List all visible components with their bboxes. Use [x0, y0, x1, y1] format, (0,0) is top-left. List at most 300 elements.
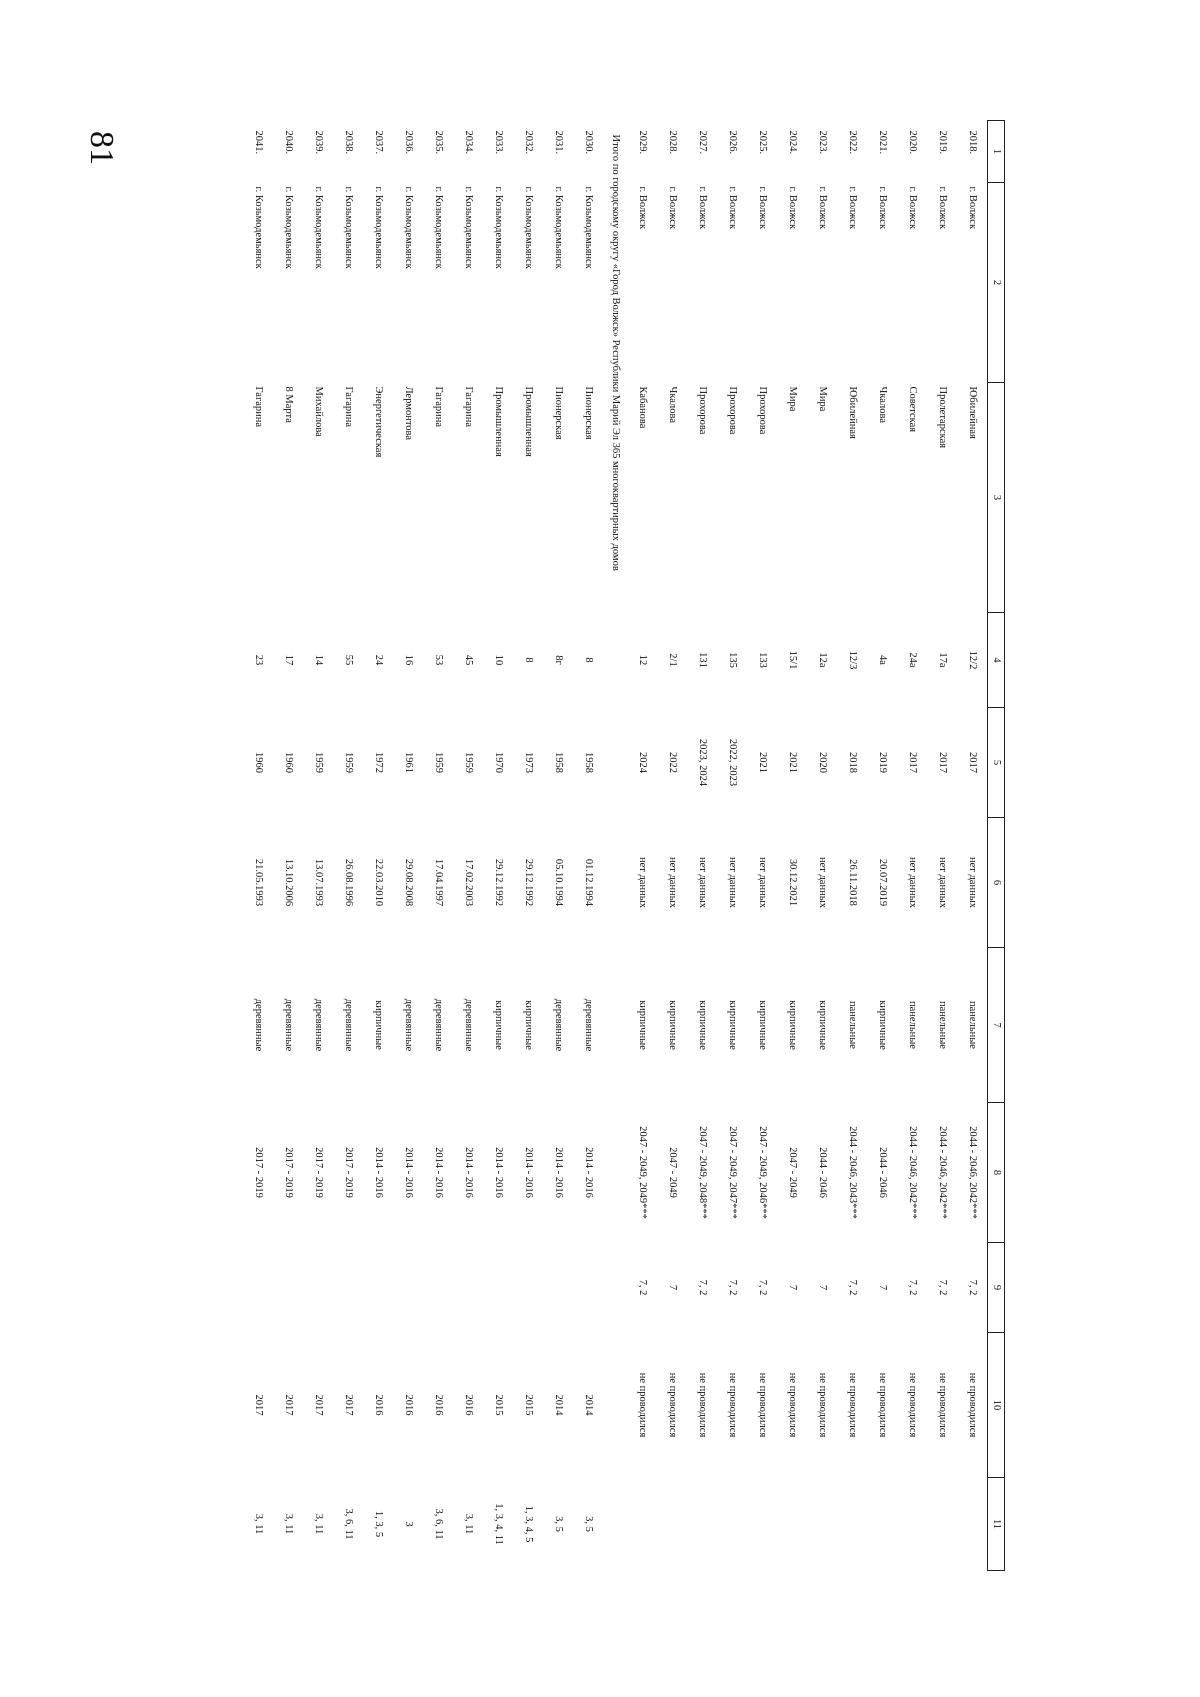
- table-cell: 3, 5: [583, 1516, 594, 1532]
- table-cell: 17.04.1997: [433, 858, 444, 907]
- table-cell: 15/1: [787, 650, 798, 670]
- table-row: [363, 121, 393, 1571]
- table-cell: нет данных: [667, 856, 678, 909]
- table-cell: [927, 1478, 957, 1571]
- table-cell: [513, 1243, 543, 1333]
- table-cell: 3, 11: [283, 1513, 294, 1535]
- table-cell: [897, 1478, 927, 1571]
- table-cell: кирпичные: [817, 1000, 828, 1050]
- table-cell: кирпичные: [523, 1000, 534, 1050]
- table-cell: 2033.: [493, 130, 504, 155]
- table-cell: г. Волжск: [817, 186, 828, 230]
- table-cell: 2017: [967, 752, 978, 773]
- table-cell: 2032.: [523, 130, 534, 155]
- column-header: 11: [988, 1478, 1005, 1571]
- table-cell: 2017 - 2019: [313, 1147, 324, 1198]
- table-cell: не проводился: [967, 1372, 978, 1438]
- table-cell: нет данных: [937, 856, 948, 909]
- table-cell: 1959: [343, 752, 354, 773]
- table-row: [483, 121, 513, 1571]
- table-cell: 05.10.1994: [553, 858, 564, 907]
- table-cell: 2017: [313, 1394, 324, 1416]
- table-cell: 2014 - 2016: [403, 1147, 414, 1198]
- column-header: 1: [988, 121, 1005, 183]
- table-cell: 2044 - 2046: [877, 1147, 888, 1198]
- table-cell: 23: [253, 654, 264, 666]
- table-cell: 3, 5: [553, 1516, 564, 1532]
- table-cell: не проводился: [817, 1372, 828, 1438]
- table-cell: [867, 1478, 897, 1571]
- table-cell: деревянные: [553, 998, 564, 1052]
- table-cell: 1958: [583, 752, 594, 773]
- table-cell: 2044 - 2046, 2042***: [937, 1126, 948, 1219]
- table-row: [927, 121, 957, 1571]
- table-cell: 21.05.1993: [253, 858, 264, 907]
- table-cell: 8: [523, 657, 534, 663]
- table-cell: Промышленная: [493, 386, 504, 457]
- column-header: 5: [988, 708, 1005, 818]
- table-cell: г. Козьмодемьянск: [283, 186, 294, 269]
- table-cell: Гагарина: [433, 386, 444, 428]
- table-cell: [333, 1243, 363, 1333]
- table-cell: [573, 1243, 603, 1333]
- column-header: 8: [988, 1103, 1005, 1243]
- table-cell: кирпичные: [697, 1000, 708, 1050]
- table-cell: [453, 1243, 483, 1333]
- table-body: [243, 121, 988, 1571]
- table-cell: г. Козьмодемьянск: [553, 186, 564, 269]
- table-cell: деревянные: [343, 998, 354, 1052]
- table-row: [747, 121, 777, 1571]
- table-cell: 7, 2: [697, 1279, 708, 1296]
- table-cell: 1973: [523, 752, 534, 773]
- table-cell: кирпичные: [373, 1000, 384, 1050]
- table-cell: 3, 11: [463, 1513, 474, 1535]
- table-cell: г. Козьмодемьянск: [403, 186, 414, 269]
- table-cell: Пионерская: [583, 386, 594, 440]
- table-cell: кирпичные: [493, 1000, 504, 1050]
- table-cell: г. Козьмодемьянск: [433, 186, 444, 269]
- table-row: [957, 121, 988, 1571]
- table-cell: 2029.: [637, 130, 648, 155]
- table-cell: 30.12.2021: [787, 858, 798, 907]
- table-cell: 17: [283, 654, 294, 666]
- table-cell: 2014 - 2016: [463, 1147, 474, 1198]
- table-cell: 3, 6, 11: [433, 1508, 444, 1540]
- table-cell: 2022: [667, 752, 678, 773]
- table-row: [807, 121, 837, 1571]
- data-table: [243, 120, 1005, 1571]
- table-cell: 2014 - 2016: [583, 1147, 594, 1198]
- table-row: [273, 121, 303, 1571]
- table-cell: 20.07.2019: [877, 858, 888, 907]
- table-row: [777, 121, 807, 1571]
- table-cell: 12а: [817, 652, 828, 668]
- table-cell: 1958: [553, 752, 564, 773]
- table-cell: г. Волжск: [967, 186, 978, 230]
- table-cell: не проводился: [847, 1372, 858, 1438]
- table-cell: 12/3: [847, 650, 858, 670]
- housing-table: [205, 120, 1005, 1570]
- table-row: [837, 121, 867, 1571]
- table-cell: 2047 - 2049, 2049***: [637, 1126, 648, 1219]
- table-cell: Кабанова: [637, 386, 648, 429]
- table-cell: 7, 2: [757, 1279, 768, 1296]
- table-cell: 2014: [583, 1394, 594, 1416]
- table-cell: деревянные: [283, 998, 294, 1052]
- table-cell: 2016: [433, 1394, 444, 1416]
- table-cell: панельные: [907, 1001, 918, 1049]
- table-cell: 2017 - 2019: [253, 1147, 264, 1198]
- table-cell: 2041.: [253, 130, 264, 155]
- table-cell: 2018: [847, 752, 858, 773]
- table-cell: 2044 - 2046, 2043***: [847, 1126, 858, 1219]
- table-cell: г. Козьмодемьянск: [493, 186, 504, 269]
- table-cell: 3, 11: [253, 1513, 264, 1535]
- table-row: [333, 121, 363, 1571]
- table-cell: 2017: [283, 1394, 294, 1416]
- table-cell: панельные: [967, 1001, 978, 1049]
- table-cell: 2015: [493, 1394, 504, 1416]
- table-cell: [777, 1478, 807, 1571]
- table-cell: панельные: [937, 1001, 948, 1049]
- table-cell: 7, 2: [937, 1279, 948, 1296]
- table-cell: 12: [637, 654, 648, 666]
- table-cell: 45: [463, 654, 474, 666]
- table-cell: 2015: [523, 1394, 534, 1416]
- table-cell: 3: [403, 1521, 414, 1527]
- column-header: 10: [988, 1333, 1005, 1478]
- table-cell: 2019.: [937, 130, 948, 155]
- table-cell: 7, 2: [907, 1279, 918, 1296]
- table-cell: 2020: [817, 752, 828, 773]
- table-cell: 1972: [373, 752, 384, 773]
- column-header: 6: [988, 818, 1005, 948]
- total-row: [603, 121, 627, 1571]
- table-cell: 2018.: [967, 130, 978, 155]
- table-cell: 26.08.1996: [343, 858, 354, 907]
- table-cell: 2017 - 2019: [283, 1147, 294, 1198]
- table-cell: 2021: [787, 752, 798, 773]
- table-cell: 4а: [877, 655, 888, 665]
- table-cell: 14: [313, 654, 324, 666]
- table-cell: г. Козьмодемьянск: [373, 186, 384, 269]
- table-cell: 2036.: [403, 130, 414, 155]
- table-cell: 2014 - 2016: [493, 1147, 504, 1198]
- table-cell: [303, 1243, 333, 1333]
- column-header: 4: [988, 613, 1005, 708]
- table-cell: нет данных: [727, 856, 738, 909]
- table-cell: Прохорова: [697, 386, 708, 435]
- table-row: [867, 121, 897, 1571]
- table-cell: 1961: [403, 752, 414, 773]
- table-cell: деревянные: [253, 998, 264, 1052]
- table-cell: [747, 1478, 777, 1571]
- table-cell: 1, 3, 4, 11: [493, 1503, 504, 1545]
- table-cell: Мира: [787, 386, 798, 412]
- table-cell: 13.07.1993: [313, 858, 324, 907]
- table-cell: 2017 - 2019: [343, 1147, 354, 1198]
- table-cell: Гагарина: [343, 386, 354, 428]
- table-cell: 2/1: [667, 653, 678, 667]
- table-cell: г. Волжск: [847, 186, 858, 230]
- table-cell: 8: [583, 657, 594, 663]
- total-text: Итого по городскому округу «Город Волжск» Республики Марий Эл 365 многоквартирных домов: [610, 134, 621, 571]
- table-cell: 2023.: [817, 130, 828, 155]
- table-cell: Чкалова: [877, 386, 888, 423]
- table-cell: 2037.: [373, 130, 384, 155]
- table-cell: 133: [757, 652, 768, 668]
- page-number: 81: [83, 131, 120, 165]
- table-cell: 8 Марта: [283, 386, 294, 423]
- table-cell: не проводился: [697, 1372, 708, 1438]
- table-cell: деревянные: [433, 998, 444, 1052]
- table-cell: 1, 3, 4, 5: [523, 1505, 534, 1543]
- table-cell: 7: [667, 1284, 678, 1291]
- table-cell: не проводился: [637, 1372, 648, 1438]
- table-row: [423, 121, 453, 1571]
- table-cell: 1959: [313, 752, 324, 773]
- table-cell: 1959: [433, 752, 444, 773]
- table-cell: 2047 - 2049: [667, 1147, 678, 1198]
- column-header: 9: [988, 1243, 1005, 1333]
- table-cell: не проводился: [937, 1372, 948, 1438]
- table-cell: не проводился: [727, 1372, 738, 1438]
- table-cell: нет данных: [637, 856, 648, 909]
- table-cell: нет данных: [967, 856, 978, 909]
- table-cell: [807, 1478, 837, 1571]
- table-cell: [243, 1243, 273, 1333]
- table-row: [393, 121, 423, 1571]
- table-cell: кирпичные: [667, 1000, 678, 1050]
- table-cell: 2014 - 2016: [553, 1147, 564, 1198]
- table-cell: г. Волжск: [727, 186, 738, 230]
- table-cell: 1959: [463, 752, 474, 773]
- table-cell: кирпичные: [877, 1000, 888, 1050]
- table-cell: 3, 11: [313, 1513, 324, 1535]
- table-cell: 7, 2: [727, 1279, 738, 1296]
- table-cell: 2030.: [583, 130, 594, 155]
- table-cell: 2021: [757, 752, 768, 773]
- table-cell: Гагарина: [463, 386, 474, 428]
- table-cell: 2047 - 2049: [787, 1147, 798, 1198]
- table-cell: 2026.: [727, 130, 738, 155]
- table-cell: г. Козьмодемьянск: [343, 186, 354, 269]
- table-cell: [837, 1478, 867, 1571]
- table-cell: 2047 - 2049, 2048***: [697, 1126, 708, 1219]
- table-cell: 2040.: [283, 130, 294, 155]
- table-row: [627, 121, 657, 1571]
- table-cell: 2017: [937, 752, 948, 773]
- table-cell: нет данных: [757, 856, 768, 909]
- table-cell: г. Козьмодемьянск: [583, 186, 594, 269]
- table-row: [513, 121, 543, 1571]
- table-cell: 2022.: [847, 130, 858, 155]
- table-cell: 3, 6, 11: [343, 1508, 354, 1540]
- table-cell: 2014 - 2016: [373, 1147, 384, 1198]
- table-cell: 7, 2: [967, 1279, 978, 1296]
- table-cell: г. Волжск: [877, 186, 888, 230]
- table-cell: 131: [697, 652, 708, 668]
- table-cell: Пионерская: [553, 386, 564, 440]
- table-cell: [363, 1243, 393, 1333]
- table-cell: деревянные: [583, 998, 594, 1052]
- table-cell: 17.02.2003: [463, 858, 474, 907]
- table-cell: 2044 - 2046: [817, 1147, 828, 1198]
- table-cell: 1, 3, 5: [373, 1510, 384, 1538]
- table-cell: 135: [727, 652, 738, 668]
- table-cell: Михайлова: [313, 386, 324, 437]
- table-cell: 16: [403, 654, 414, 666]
- table-row: [717, 121, 747, 1571]
- table-cell: [423, 1243, 453, 1333]
- table-cell: 55: [343, 654, 354, 666]
- table-cell: 2016: [373, 1394, 384, 1416]
- table-cell: нет данных: [697, 856, 708, 909]
- table-cell: Промышленная: [523, 386, 534, 457]
- table-cell: [627, 1478, 657, 1571]
- table-cell: г. Волжск: [937, 186, 948, 230]
- table-cell: 10: [493, 654, 504, 666]
- table-row: [243, 121, 273, 1571]
- table-cell: Советская: [907, 386, 918, 433]
- table-row: [687, 121, 717, 1571]
- table-cell: кирпичные: [637, 1000, 648, 1050]
- table-cell: 29.08.2008: [403, 858, 414, 907]
- table-cell: 2047 - 2049, 2047***: [727, 1126, 738, 1219]
- table-cell: панельные: [847, 1001, 858, 1049]
- table-row: [573, 121, 603, 1571]
- table-cell: 01.12.1994: [583, 858, 594, 907]
- table-cell: Чкалова: [667, 386, 678, 423]
- table-cell: 2017: [907, 752, 918, 773]
- table-cell: 26.11.2018: [847, 859, 858, 906]
- table-cell: не проводился: [877, 1372, 888, 1438]
- column-header: 2: [988, 183, 1005, 383]
- table-cell: 7: [877, 1284, 888, 1291]
- table-row: [303, 121, 333, 1571]
- table-cell: Пролетарская: [937, 386, 948, 449]
- table-cell: 2038.: [343, 130, 354, 155]
- table-cell: 2047 - 2049, 2046***: [757, 1126, 768, 1219]
- table-cell: 7, 2: [847, 1279, 858, 1296]
- table-cell: 2044 - 2046, 2042***: [967, 1126, 978, 1219]
- table-cell: 2027.: [697, 130, 708, 155]
- table-cell: г. Волжск: [667, 186, 678, 230]
- table-cell: Лермонтова: [403, 386, 414, 440]
- table-cell: 13.10.2006: [283, 858, 294, 907]
- table-cell: г. Волжск: [907, 186, 918, 230]
- table-cell: Юбилейная: [847, 386, 858, 439]
- table-cell: 2020.: [907, 130, 918, 155]
- table-cell: деревянные: [463, 998, 474, 1052]
- table-cell: 1960: [253, 752, 264, 773]
- table-cell: 17а: [937, 652, 948, 668]
- table-cell: 12/2: [967, 650, 978, 670]
- column-header: 7: [988, 948, 1005, 1103]
- table-cell: г. Козьмодемьянск: [313, 186, 324, 269]
- table-row: [897, 121, 927, 1571]
- table-cell: Энергетическая: [373, 386, 384, 458]
- column-header: 3: [988, 383, 1005, 613]
- table-cell: 24: [373, 654, 384, 666]
- table-cell: г. Козьмодемьянск: [523, 186, 534, 269]
- table-cell: 2039.: [313, 130, 324, 155]
- header-row: [988, 121, 1005, 1571]
- table-cell: 7: [787, 1284, 798, 1291]
- table-cell: 2017: [253, 1394, 264, 1416]
- table-row: [657, 121, 687, 1571]
- table-cell: Юбилейная: [967, 386, 978, 439]
- table-cell: кирпичные: [727, 1000, 738, 1050]
- table-cell: 2024.: [787, 130, 798, 155]
- table-cell: 22.03.2010: [373, 858, 384, 907]
- table-cell: 24а: [907, 652, 918, 668]
- table-cell: 2022, 2023: [727, 738, 738, 787]
- table-cell: 2021.: [877, 130, 888, 155]
- table-cell: г. Волжск: [787, 186, 798, 230]
- table-cell: [393, 1243, 423, 1333]
- table-cell: [657, 1478, 687, 1571]
- table-cell: 2016: [463, 1394, 474, 1416]
- table-cell: [957, 1478, 988, 1571]
- table-cell: нет данных: [907, 856, 918, 909]
- table-cell: 2014: [553, 1394, 564, 1416]
- table-cell: 8г: [553, 655, 564, 665]
- table-cell: г. Волжск: [757, 186, 768, 230]
- table-cell: Мира: [817, 386, 828, 412]
- table-cell: г. Козьмодемьянск: [463, 186, 474, 269]
- table-cell: 2019: [877, 752, 888, 773]
- table-cell: г. Волжск: [697, 186, 708, 230]
- table-cell: кирпичные: [787, 1000, 798, 1050]
- table-cell: 2014 - 2016: [433, 1147, 444, 1198]
- table-cell: 2014 - 2016: [523, 1147, 534, 1198]
- table-cell: 2016: [403, 1394, 414, 1416]
- table-cell: г. Волжск: [637, 186, 648, 230]
- table-cell: 2023, 2024: [697, 738, 708, 787]
- table-cell: 1970: [493, 752, 504, 773]
- table-cell: 1960: [283, 752, 294, 773]
- table-row: [543, 121, 573, 1571]
- table-cell: 2034.: [463, 130, 474, 155]
- table-cell: 29.12.1992: [493, 858, 504, 907]
- table-cell: [687, 1478, 717, 1571]
- table-cell: деревянные: [403, 998, 414, 1052]
- table-cell: 53: [433, 654, 444, 666]
- table-cell: 7, 2: [637, 1279, 648, 1296]
- table-cell: 2035.: [433, 130, 444, 155]
- table-cell: 2031.: [553, 130, 564, 155]
- table-cell: [483, 1243, 513, 1333]
- table-cell: не проводился: [757, 1372, 768, 1438]
- table-cell: [543, 1243, 573, 1333]
- table-cell: 2044 - 2046, 2042***: [907, 1126, 918, 1219]
- table-cell: не проводился: [787, 1372, 798, 1438]
- table-cell: Гагарина: [253, 386, 264, 428]
- table-cell: 2025.: [757, 130, 768, 155]
- table-cell: нет данных: [817, 856, 828, 909]
- table-cell: Прохорова: [727, 386, 738, 435]
- table-cell: 7: [817, 1284, 828, 1291]
- table-cell: [273, 1243, 303, 1333]
- table-cell: кирпичные: [757, 1000, 768, 1050]
- table-cell: 29.12.1992: [523, 858, 534, 907]
- table-cell: Прохорова: [757, 386, 768, 435]
- table-cell: не проводился: [667, 1372, 678, 1438]
- table-row: [453, 121, 483, 1571]
- table-cell: 2017: [343, 1394, 354, 1416]
